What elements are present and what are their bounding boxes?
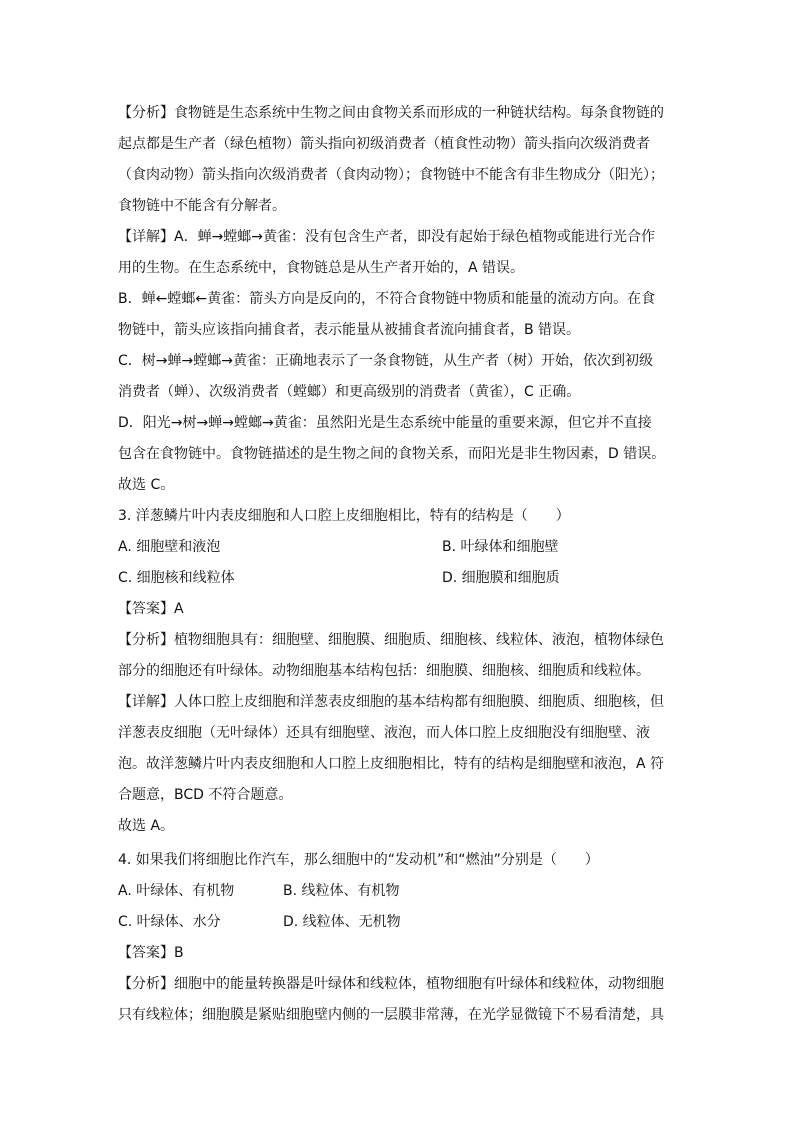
question-3-stem: 3. 洋葱鳞片叶内表皮细胞和人口腔上皮细胞相比，特有的结构是（ ） bbox=[118, 508, 570, 524]
q3-answer: 【答案】A bbox=[118, 601, 184, 617]
text-line: 用的生物。在生态系统中，食物链总是从生产者开始的，A 错误。 bbox=[118, 260, 525, 276]
text-line: 【详解】A．蝉→螳螂→黄雀：没有包含生产者，即没有起始于绿色植物或能进行光合作 bbox=[118, 229, 656, 245]
text-line: 部分的细胞还有叶绿体。动物细胞基本结构包括：细胞膜、细胞核、细胞质和线粒体。 bbox=[118, 663, 650, 679]
q4-answer: 【答案】B bbox=[118, 945, 184, 961]
text-line: D．阳光→树→蝉→螳螂→黄雀：虽然阳光是生态系统中能量的重要来源，但它并不直接 bbox=[118, 415, 652, 431]
text-line: 物链中，箭头应该指向捕食者，表示能量从被捕食者流向捕食者，B 错误。 bbox=[118, 322, 581, 338]
text-line: 【分析】细胞中的能量转换器是叶绿体和线粒体，植物细胞有叶绿体和线粒体，动物细胞 bbox=[118, 976, 664, 992]
text-line: 消费者（蝉）、次级消费者（螳螂）和更高级别的消费者（黄雀），C 正确。 bbox=[118, 384, 581, 400]
q4-option-a: A. 叶绿体、有机物 bbox=[118, 883, 235, 899]
text-line: 【详解】人体口腔上皮细胞和洋葱表皮细胞的基本结构都有细胞膜、细胞质、细胞核，但 bbox=[118, 694, 664, 710]
text-line: 食物链中不能含有分解者。 bbox=[118, 198, 286, 214]
q3-option-c: C. 细胞核和线粒体 bbox=[118, 570, 235, 586]
text-line: 故选 A。 bbox=[118, 818, 175, 834]
text-line: 【分析】食物链是生态系统中生物之间由食物关系而形成的一种链状结构。每条食物链的 bbox=[118, 105, 664, 121]
q4-option-b: B. 线粒体、有机物 bbox=[283, 883, 400, 899]
q4-option-c: C. 叶绿体、水分 bbox=[118, 914, 221, 930]
q3-option-b: B. 叶绿体和细胞壁 bbox=[442, 539, 559, 555]
q4-option-d: D. 线粒体、无机物 bbox=[283, 914, 401, 930]
text-line: 合题意，BCD 不符合题意。 bbox=[118, 787, 293, 803]
text-line: C．树→蝉→螳螂→黄雀：正确地表示了一条食物链，从生产者（树）开始，依次到初级 bbox=[118, 353, 653, 369]
text-line: 【分析】植物细胞具有：细胞壁、细胞膜、细胞质、细胞核、线粒体、液泡，植物体绿色 bbox=[118, 632, 664, 648]
text-line: 泡。故洋葱鳞片叶内表皮细胞和人口腔上皮细胞相比，特有的结构是细胞壁和液泡，A 符 bbox=[118, 756, 665, 772]
text-line: 故选 C。 bbox=[118, 477, 175, 493]
text-line: （食肉动物）箭头指向次级消费者（食肉动物）；食物链中不能含有非生物成分（阳光）； bbox=[118, 167, 664, 183]
text-line: 洋葱表皮细胞（无叶绿体）还具有细胞壁、液泡，而人体口腔上皮细胞没有细胞壁、液 bbox=[118, 725, 650, 741]
text-line: B．蝉←螳螂←黄雀：箭头方向是反向的，不符合食物链中物质和能量的流动方向。在食 bbox=[118, 291, 656, 307]
text-line: 起点都是生产者（绿色植物）箭头指向初级消费者（植食性动物）箭头指向次级消费者 bbox=[118, 136, 650, 152]
q3-option-d: D. 细胞膜和细胞质 bbox=[442, 570, 560, 586]
question-4-stem: 4. 如果我们将细胞比作汽车，那么细胞中的“发动机”和“燃油”分别是（ ） bbox=[118, 852, 599, 868]
text-line: 包含在食物链中。食物链描述的是生物之间的食物关系，而阳光是非生物因素，D 错误。 bbox=[118, 446, 666, 462]
q3-option-a: A. 细胞壁和液泡 bbox=[118, 539, 221, 555]
text-line: 只有线粒体；细胞膜是紧贴细胞壁内侧的一层膜非常薄，在光学显微镜下不易看清楚，具 bbox=[118, 1007, 664, 1023]
